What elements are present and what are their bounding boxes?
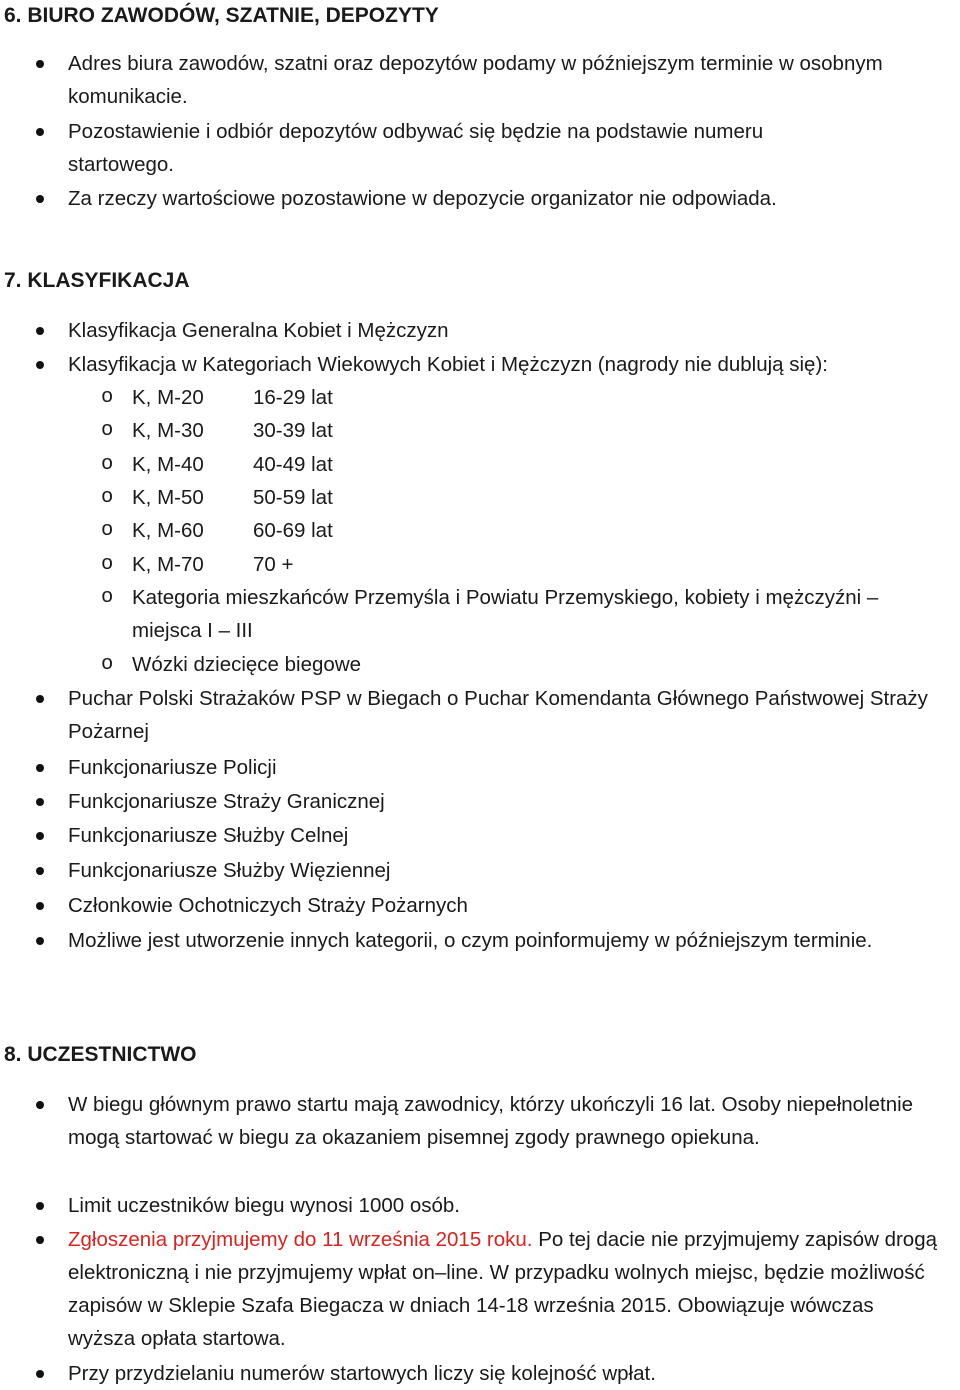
- list-item: Adres biura zawodów, szatni oraz depozytów podamy w późniejszym terminie w osobnym komunikacie.: [68, 47, 908, 113]
- age-range: 50-59 lat: [253, 486, 333, 509]
- age-category-label: K, M-50: [132, 486, 204, 509]
- age-category-item: [132, 381, 333, 414]
- section-6-heading: 6. BIURO ZAWODÓW, SZATNIE, DEPOZYTY: [4, 4, 439, 27]
- list-item: Limit uczestników biegu wynosi 1000 osób.: [68, 1189, 948, 1222]
- list-item: Członkowie Ochotniczych Straży Pożarnych: [68, 889, 948, 922]
- age-range: 16-29 lat: [253, 386, 333, 409]
- registration-deadline: Zgłoszenia przyjmujemy do 11 września 2015 roku.: [68, 1228, 533, 1251]
- sub-list-item: o Wózki dziecięce biegowe: [132, 648, 932, 681]
- age-category-item: [132, 448, 333, 481]
- age-category-label: K, M-60: [132, 519, 204, 542]
- list-item: Przy przydzielaniu numerów startowych liczy się kolejność wpłat.: [68, 1357, 948, 1390]
- age-category-item: [132, 414, 333, 447]
- age-category-item: [132, 514, 333, 547]
- section-8-heading: 8. UCZESTNICTWO: [4, 1043, 197, 1066]
- age-range: 30-39 lat: [253, 419, 333, 442]
- age-category-label: K, M-30: [132, 419, 204, 442]
- age-range: 70 +: [253, 553, 294, 576]
- age-category-label: K, M-70: [132, 553, 204, 576]
- list-item: Puchar Polski Strażaków PSP w Biegach o Puchar Komendanta Głównego Państwowej Straży Pożarnej: [68, 682, 948, 748]
- age-category-label: K, M-20: [132, 386, 204, 409]
- age-category-label: K, M-40: [132, 453, 204, 476]
- age-range: 60-69 lat: [253, 519, 333, 542]
- list-item: Klasyfikacja Generalna Kobiet i Mężczyzn: [68, 314, 948, 347]
- list-item: Funkcjonariusze Policji: [68, 751, 948, 784]
- sub-list-item: o Kategoria mieszkańców Przemyśla i Powiatu Przemyskiego, kobiety i mężczyźni – miejsca I – III: [132, 581, 952, 647]
- list-item: [68, 1223, 938, 1355]
- section-7-heading: 7. KLASYFIKACJA: [4, 269, 190, 292]
- list-item: Klasyfikacja w Kategoriach Wiekowych Kobiet i Mężczyzn (nagrody nie dublują się):: [68, 348, 958, 381]
- list-item: Funkcjonariusze Służby Więziennej: [68, 854, 948, 887]
- list-item: Funkcjonariusze Służby Celnej: [68, 819, 948, 852]
- age-category-item: [132, 548, 293, 581]
- list-item: Pozostawienie i odbiór depozytów odbywać się będzie na podstawie numeru startowego.: [68, 115, 868, 181]
- age-category-item: [132, 481, 333, 514]
- list-item: Możliwe jest utworzenie innych kategorii, o czym poinformujemy w późniejszym terminie.: [68, 924, 918, 957]
- list-item: Funkcjonariusze Straży Granicznej: [68, 785, 948, 818]
- registration-details: Po tej dacie nie przyjmujemy zapisów drogą elektroniczną i nie przyjmujemy wpłat on–line. W przypadku wolnych miejsc, będzie możliwość zapisów w Sklepie Szafa Biegacza w dniach 14-18 września 2015. Obowiązuje wówczas wyższa opłata startowa.: [68, 1228, 938, 1350]
- list-item: W biegu głównym prawo startu mają zawodnicy, którzy ukończyli 16 lat. Osoby niepełnoletnie mogą startować w biegu za okazaniem pisemnej zgody prawnego opiekuna.: [68, 1088, 928, 1154]
- age-range: 40-49 lat: [253, 453, 333, 476]
- list-item: Za rzeczy wartościowe pozostawione w depozycie organizator nie odpowiada.: [68, 182, 948, 215]
